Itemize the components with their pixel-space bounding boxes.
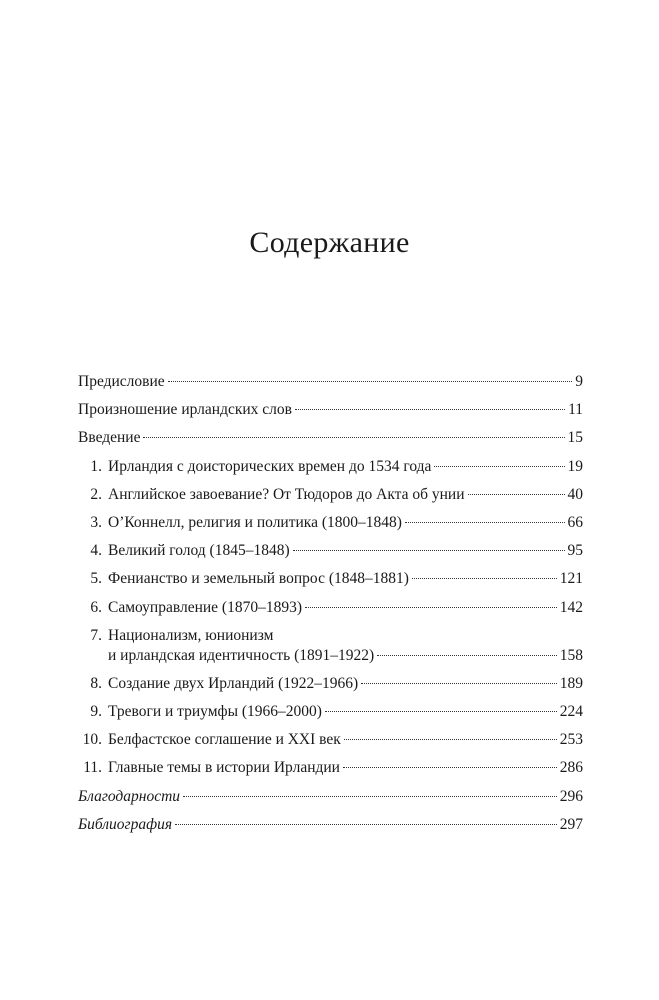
toc-entry-title-block: [108, 626, 583, 666]
toc-entry-title: Произношение ирландских слов: [78, 401, 292, 419]
toc-entry-chapter-9[interactable]: [78, 702, 583, 722]
toc-leader-dots: [361, 683, 557, 684]
toc-chapter-number: 1.: [90, 457, 102, 475]
toc-entry-page: 297: [559, 815, 583, 833]
toc-entry-pronunciation[interactable]: [78, 400, 583, 420]
toc-leader-dots: [405, 522, 565, 523]
toc-leader-dots: [468, 494, 565, 495]
toc-leader-dots: [295, 409, 565, 410]
toc-entry-title: Английское завоевание? От Тюдоров до Акта об унии: [108, 485, 465, 503]
toc-entry-title: Библиография: [78, 815, 173, 833]
toc-entry-page: 19: [567, 457, 583, 475]
toc-entry-title-line1: Национализм, юнионизм: [108, 626, 274, 644]
toc-entry-page: 253: [559, 731, 583, 749]
toc-leader-dots: [377, 655, 557, 656]
toc-entry-page: 142: [559, 598, 583, 616]
toc-leader-dots: [175, 824, 557, 825]
table-of-contents: [78, 372, 583, 843]
toc-entry-title: Благодарности: [78, 787, 181, 805]
toc-entry-chapter-11[interactable]: [78, 758, 583, 778]
toc-entry-page: 189: [559, 674, 583, 692]
toc-entry-chapter-10[interactable]: [78, 730, 583, 750]
toc-chapter-number: 3.: [90, 513, 102, 531]
toc-chapter-number: 11.: [83, 759, 102, 777]
toc-entry-title-line2: и ирландская идентичность (1891–1922): [108, 646, 375, 664]
toc-chapter-number: 7.: [90, 626, 102, 644]
toc-chapter-number: 5.: [90, 570, 102, 588]
toc-entry-page: 286: [559, 759, 583, 777]
toc-entry-page: 95: [567, 542, 583, 560]
toc-entry-chapter-1[interactable]: [78, 457, 583, 477]
toc-entry-title: Самоуправление (1870–1893): [108, 598, 303, 616]
toc-entry-title: Великий голод (1845–1848): [108, 542, 290, 560]
toc-entry-page: 11: [568, 401, 583, 419]
toc-leader-dots: [305, 607, 557, 608]
toc-leader-dots: [183, 796, 557, 797]
toc-chapter-number: 2.: [90, 485, 102, 503]
toc-leader-dots: [434, 466, 564, 467]
toc-chapter-number: 8.: [90, 674, 102, 692]
toc-entry-chapter-2[interactable]: [78, 485, 583, 505]
toc-entry-chapter-8[interactable]: [78, 674, 583, 694]
toc-entry-title: Ирландия с доисторических времен до 1534 года: [108, 457, 432, 475]
toc-entry-preface[interactable]: [78, 372, 583, 392]
toc-leader-dots: [293, 550, 565, 551]
toc-entry-page: 121: [559, 570, 583, 588]
toc-entry-title: Предисловие: [78, 373, 165, 390]
toc-entry-chapter-6[interactable]: [78, 598, 583, 618]
toc-leader-dots: [343, 767, 557, 768]
toc-entry-title: О’Коннелл, религия и политика (1800–1848): [108, 513, 402, 531]
toc-entry-title: Белфастское соглашение и XXI век: [108, 731, 341, 749]
toc-entry-page: 9: [575, 373, 583, 390]
toc-chapter-number: 4.: [90, 542, 102, 560]
toc-entry-chapter-7[interactable]: [78, 626, 583, 666]
toc-entry-acknowledgements[interactable]: [78, 787, 583, 807]
toc-entry-title: Введение: [78, 429, 141, 447]
toc-entry-page: 296: [559, 787, 583, 805]
toc-leader-dots: [344, 739, 557, 740]
toc-entry-chapter-4[interactable]: [78, 541, 583, 561]
toc-entry-title: Фенианство и земельный вопрос (1848–1881): [108, 570, 409, 588]
toc-entry-page: 158: [559, 646, 583, 664]
toc-entry-bibliography[interactable]: [78, 815, 583, 835]
toc-entry-page: 224: [559, 703, 583, 721]
page-title: Содержание: [249, 226, 410, 259]
toc-entry-introduction[interactable]: [78, 428, 583, 448]
toc-entry-title: Создание двух Ирландий (1922–1966): [108, 674, 359, 692]
toc-entry-line2: [108, 646, 583, 666]
toc-entry-title: Главные темы в истории Ирландии: [108, 759, 340, 777]
toc-leader-dots: [412, 578, 557, 579]
toc-entry-page: 15: [567, 429, 583, 447]
toc-leader-dots: [168, 381, 573, 382]
toc-leader-dots: [143, 437, 564, 438]
toc-leader-dots: [325, 711, 557, 712]
toc-chapter-number: 9.: [90, 703, 102, 721]
toc-entry-title: Тревоги и триумфы (1966–2000): [108, 703, 322, 721]
toc-chapter-number: 6.: [90, 598, 102, 616]
toc-entry-page: 66: [567, 513, 583, 531]
toc-entry-chapter-5[interactable]: [78, 569, 583, 589]
toc-entry-chapter-3[interactable]: [78, 513, 583, 533]
toc-entry-page: 40: [567, 485, 583, 503]
toc-chapter-number: 10.: [82, 731, 102, 749]
